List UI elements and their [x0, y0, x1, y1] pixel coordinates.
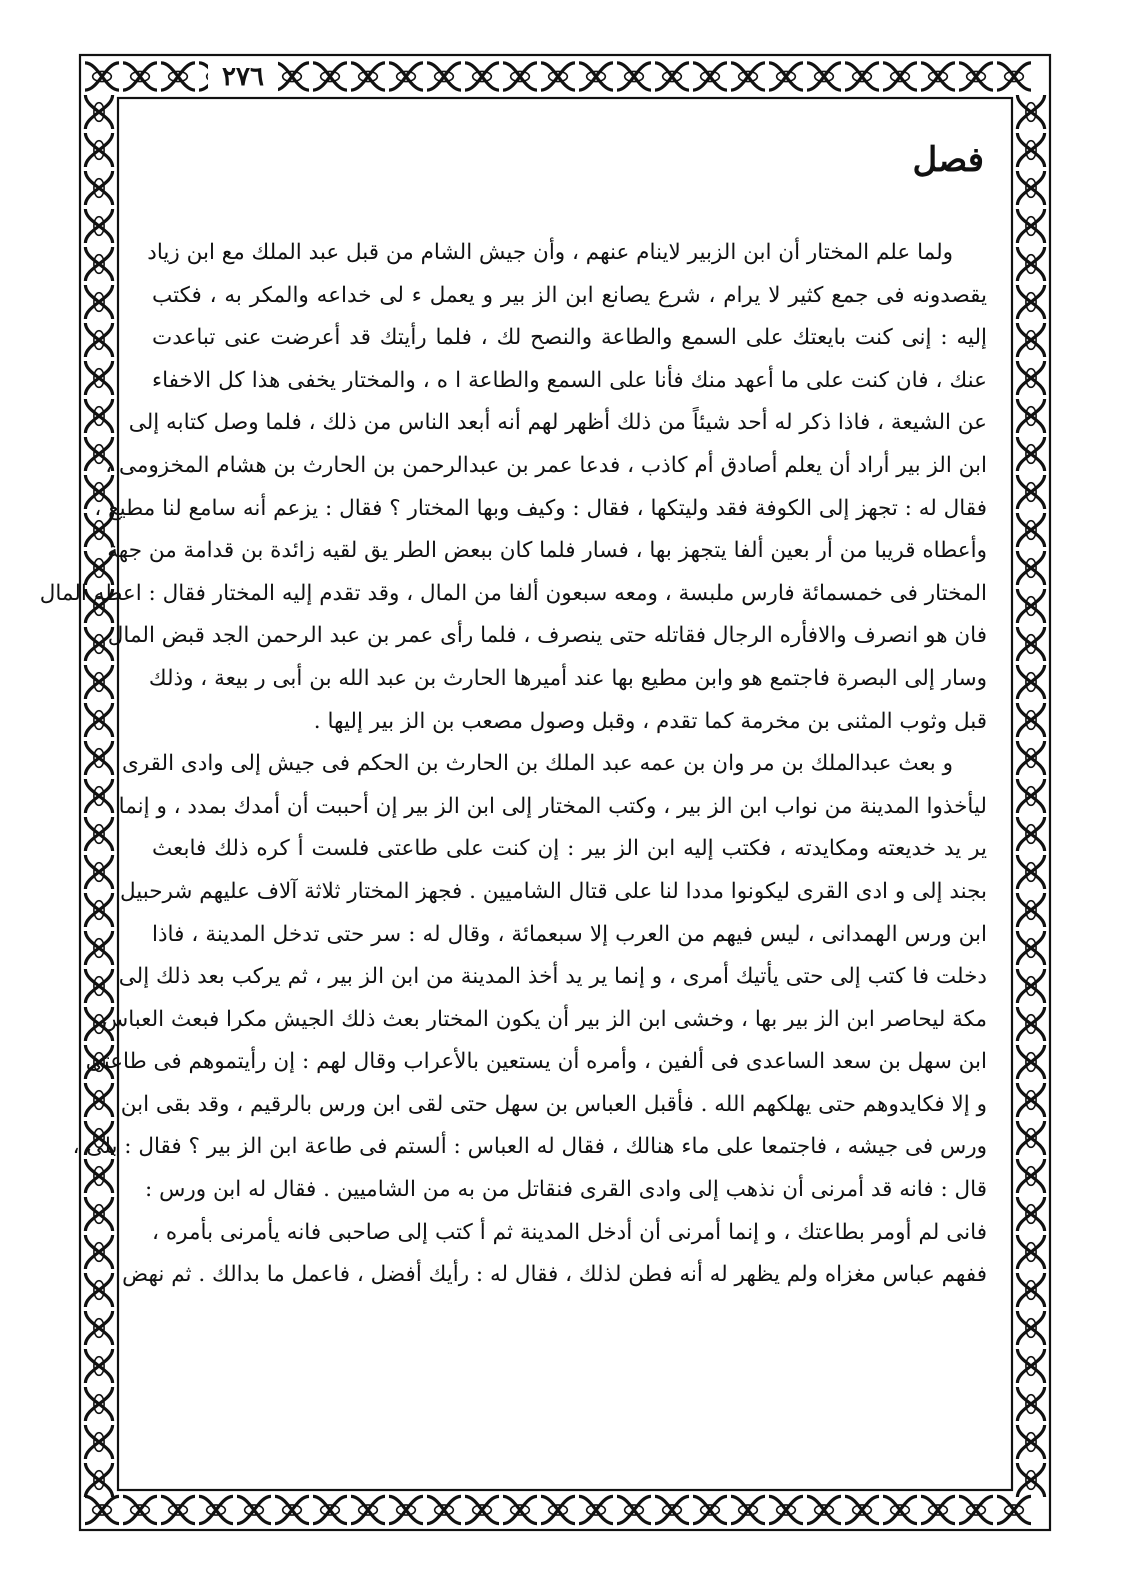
text-line: ليأخذوا المدينة من نواب ابن الز بير ، وكتب المختار إلى ابن الز بير إن أحببت أن أمدك بمدد ، و إنما	[118, 793, 987, 819]
text-line: ابن سهل بن سعد الساعدى فى ألفين ، وأمره أن يستعين بالأعراب وقال لهم : إن رأيتموهم فى طاعتى	[85, 1049, 987, 1075]
text-line: عنك ، فان كنت على ما أعهد منك فأنا على السمع والطاعة ا ه ، والمختار يخفى هذا كل الاخفاء	[152, 367, 987, 393]
text-line: يقصدونه فى جمع كثير لا يرام ، شرع يصانع ابن الز بير و يعمل ء لى خداعه والمكر به ، فكتب	[152, 282, 987, 308]
text-line: عن الشيعة ، فاذا ذكر له أحد شيئاً من ذلك أظهر لهم أنه أبعد الناس من ذلك ، فلما وصل كتابه إلى	[128, 410, 987, 436]
text-line: بجند إلى و ادى القرى ليكونوا مددا لنا على قتال الشاميين . فجهز المختار ثلاثة آلاف عليهم شرحبيل	[120, 878, 987, 904]
text-line: ير يد خديعته ومكايدته ، فكتب إليه ابن الز بير : إن كنت على طاعتى فلست أ كره ذلك فابعث	[152, 836, 987, 862]
text-line: مكة ليحاصر ابن الز بير بها ، وخشى ابن الز بير أن يكون المختار بعث ذلك الجيش مكرا فبعث العباس	[101, 1006, 987, 1032]
text-line: و إلا فكايدوهم حتى يهلكهم الله . فأقبل العباس بن سهل حتى لقى ابن ورس بالرقيم ، وقد بقى ابن	[120, 1091, 987, 1117]
section-heading: فصل	[912, 140, 984, 180]
text-line: وسار إلى البصرة فاجتمع هو وابن مطيع بها عند أميرها الحارث بن عبد الله بن أبى ر بيعة ، وذلك	[148, 665, 987, 691]
text-line: و بعث عبدالملك بن مر وان بن عمه عبد الملك بن الحارث بن الحكم فى جيش إلى وادى القرى	[121, 751, 953, 777]
body-text	[39, 232, 987, 1297]
text-line: فقال له : تجهز إلى الكوفة فقد وليتكها ، فقال : وكيف وبها المختار ؟ فقال : يزعم أنه سامع لنا مطيع ،	[94, 495, 987, 521]
text-line: ففهم عباس مغزاه ولم يظهر له أنه فطن لذلك ، فقال له : رأيك أفضل ، فاعمل ما بدالك . ثم نهض	[122, 1262, 987, 1288]
text-line: ولما علم المختار أن ابن الزبير لاينام عنهم ، وأن جيش الشام من قبل عبد الملك مع ابن زياد	[147, 240, 953, 265]
text-line: قال : فانه قد أمرنى أن نذهب إلى وادى القرى فنقاتل من به من الشاميين . فقال له ابن ورس :	[145, 1177, 987, 1203]
text-line: دخلت فا كتب إلى حتى يأتيك أمرى ، و إنما ير يد أخذ المدينة من ابن الز بير ، ثم يركب بعد ذلك إلى	[118, 964, 987, 990]
text-line: فان هو انصرف والافأره الرجال فقاتله حتى ينصرف ، فلما رأى عمر بن عبد الرحمن الجد قبض المال	[107, 623, 987, 649]
paragraph-2	[72, 743, 987, 1297]
page-number: ٢٧٦	[208, 60, 278, 94]
text-line: قبل وثوب المثنى بن مخرمة كما تقدم ، وقبل وصول مصعب بن الز بير إليها .	[313, 708, 987, 734]
paragraph-1	[39, 232, 987, 743]
text-line: إليه : إنى كنت بايعتك على السمع والطاعة والنصح لك ، فلما رأيتك قد أعرضت عنى تباعدت	[152, 325, 987, 351]
text-line: فانى لم أومر بطاعتك ، و إنما أمرنى أن أدخل المدينة ثم أ كتب إلى صاحبى فانه يأمرنى بأمره ،	[152, 1219, 987, 1245]
text-line: وأعطاه قريبا من أر بعين ألفا يتجهز بها ، فسار فلما كان ببعض الطر يق لقيه زائدة بن قدامة من جهة	[107, 538, 987, 564]
text-line: ابن ورس الهمدانى ، ليس فيهم من العرب إلا سبعمائة ، وقال له : سر حتى تدخل المدينة ، فاذا	[152, 921, 987, 947]
text-line: ورس فى جيشه ، فاجتمعا على ماء هنالك ، فقال له العباس : ألستم فى طاعة ابن الز بير ؟ فقال : بلى ،	[72, 1134, 987, 1160]
text-line: ابن الز بير أراد أن يعلم أصادق أم كاذب ، فدعا عمر بن عبدالرحمن بن الحارث بن هشام المخزومى ،	[105, 452, 987, 478]
text-line: المختار فى خمسمائة فارس ملبسة ، ومعه سبعون ألفا من المال ، وقد تقدم إليه المختار فقال : اعطه المال	[39, 580, 987, 606]
